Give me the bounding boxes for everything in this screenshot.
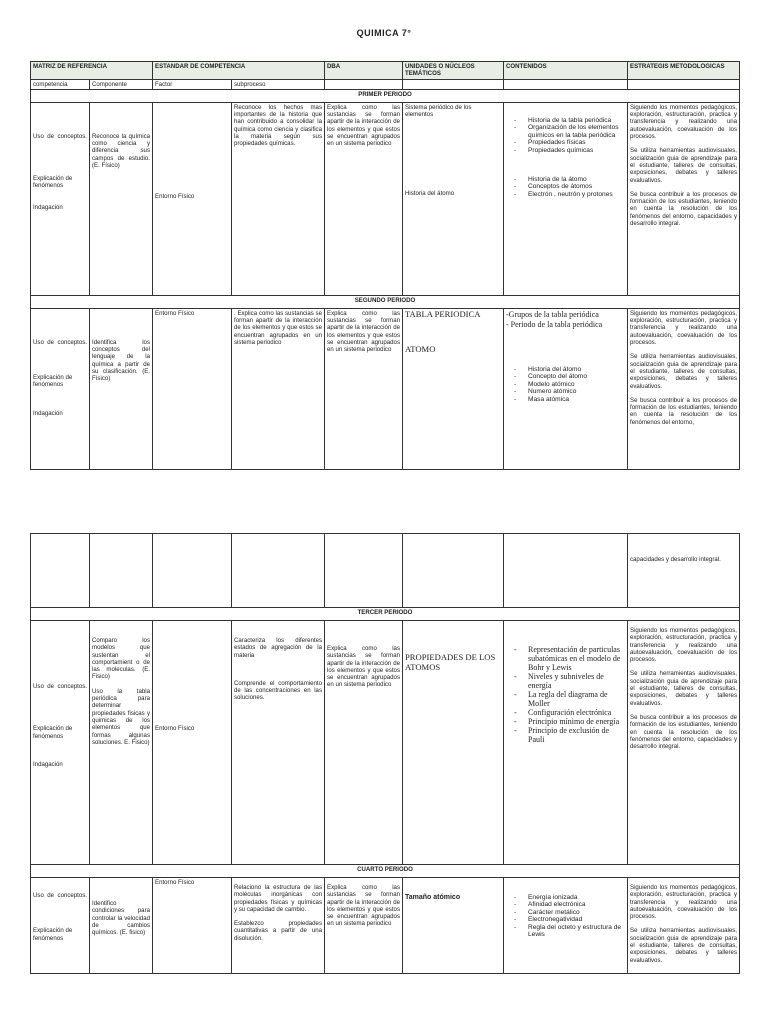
estrategia-text-3: Se busca contribuir a los procesos de formación de los estudiantes, teniendo en cuenta la resolución de los fenómenos del entorno, capacidades y desarrollo integral.: [630, 713, 737, 751]
estrategia-text-2: Se utiliza herramientas audiovisuales, socialización guia de aprendizaje para el estudiante, talleres de consultas, exposiciones, debates y talleres evaluativos.: [630, 353, 737, 390]
table-row: [31, 534, 740, 608]
factor-text: Entorno Físico: [155, 309, 195, 317]
period-label: CUARTO PERIODO: [31, 865, 740, 878]
contenidos-top: [506, 310, 625, 330]
unidad-text: TABLA PERIODICA: [405, 308, 481, 319]
table-row: [31, 878, 740, 974]
table-row: [31, 308, 740, 469]
contenidos-list: [506, 366, 625, 403]
contenido-item: - Principio de exclusión de Pauli: [506, 726, 625, 744]
subproceso-text: Reconoce los hechos mas importantes de la historia que han contribuido a consolidar la química como ciencia y clasifica la materia según sus propiedades químicas.: [234, 103, 322, 148]
contenido-item: - Principio mínimo de energía: [506, 717, 625, 726]
contenido-item: - Propiedades químicas: [506, 147, 625, 154]
competencia-indagacion: Indagación: [33, 203, 63, 211]
header-estrategias: ESTRATEGIS METODOLOGICAS: [628, 62, 740, 80]
contenido-item: - Representación de particulas subatómicas en el modelo de Bohr y Lewis: [506, 645, 625, 672]
contenido-item: - Configuración electrónica: [506, 708, 625, 717]
period-row-3: [31, 608, 740, 621]
competencia-explicacion: Explicación de fenómenos: [33, 927, 73, 942]
contenido-item: - Electronegatividad: [506, 916, 625, 923]
unidad-text: PROPIEDADES DE LOS ATOMOS: [405, 652, 496, 672]
competencia-uso: Uso de conceptos.: [33, 132, 87, 140]
curriculum-table-part-2: [30, 533, 740, 974]
contenido-item: - Niveles y subniveles de energía: [506, 672, 625, 690]
contenido-item: - Conceptos de átomos: [506, 183, 625, 190]
competencia-explicacion: Explicación de fenómenos: [33, 175, 73, 190]
contenido-item: - Historia del átomo: [506, 366, 625, 373]
componente-text: Identifica los conceptos del lenguaje de la química a partir de su clasificación. (E. Físico): [92, 338, 150, 383]
subheader-subproceso: subproceso: [232, 79, 325, 89]
competencia-uso: Uso de conceptos.: [33, 338, 87, 346]
contenido-item: - Organización de los elementos químicos en la tabla periódica: [506, 124, 625, 139]
subproceso-text: Relaciono la estructura de las moléculas inorgánicas con propiedades físicas y químicas y su capacidad de cambio.: [234, 884, 322, 913]
unidad-text: Sistema periódico de los elementos: [405, 103, 472, 119]
contenidos-list-2: [506, 176, 625, 198]
competencia-indagacion: Indagación: [33, 760, 63, 768]
competencia-uso: Uso de conceptos.: [33, 683, 87, 690]
table-row: [31, 621, 740, 865]
estrategia-text-3: Se busca contribuir a los procesos de formación de los estudiantes, teniendo en cuenta la resolución de los fenómenos del entorno, capacidades y desarrollo integral.: [630, 190, 737, 228]
componente-text: Comparo los modelos que sustentan el comportamient o de las moleculas. (E. Fisico): [92, 637, 150, 681]
contenido-item: - Periodo de la tabla periódica: [506, 319, 603, 329]
factor-text: Entorno Físico: [155, 879, 195, 886]
factor-text: Entorno Físico: [155, 725, 195, 732]
estrategia-text-2: Se utiliza herramientas audiovisuales, socialización guia de aprendizaje para el estudiante, talleres de consultas, exposiciones, debates y talleres evaluativos.: [630, 927, 737, 964]
estrategia-text-1: Siguiendo los momentos pedagógicos, exploración, estructuración, practica y transferencia y realizando una autoevaluación, coevaluación de los procesos.: [630, 627, 737, 664]
competencia-indagacion: Indagación: [33, 409, 63, 417]
contenidos-list: [506, 645, 625, 744]
contenido-item: - Afinidad electrónica: [506, 901, 625, 908]
contenido-item: - Energía ionizada: [506, 894, 625, 901]
competencia-explicacion: Explicación de fenómenos: [33, 725, 73, 740]
period-row-2: [31, 295, 740, 308]
estrategia-text-1: Siguiendo los momentos pedagógicos, exploración, estructuración, practica y transferencia y realizando una autoevaluación, coevaluación de los procesos.: [630, 103, 737, 141]
dba-text: Explica como las sustancias se forman apartir de la interacción de los elementos y que estos se encuentran agrupados en un sistema periodico: [327, 884, 400, 928]
componente-text: Reconoce la química como ciencia y diferencia sus campos de estudio. (E. Físico): [92, 132, 150, 170]
estrategia-text-1: Siguiendo los momentos pedagógicos, exploración, estructuración, practica y transferencia y realizando una autoevaluación, coevaluación de los procesos.: [630, 309, 737, 347]
factor-text: Entorno Físico: [155, 192, 195, 200]
unidad-text-2: Historia del átomo: [405, 190, 455, 198]
dba-text: Explica como las sustancias se forman apartir de la interacción de los elementos y que estos se encuentran agrupados en un sistema periodico: [327, 309, 400, 354]
header-contenidos: CONTENIDOS: [504, 62, 628, 80]
period-label: SEGUNDO PERIODO: [31, 295, 740, 308]
period-label: TERCER PERIODO: [31, 608, 740, 621]
subproceso-text-2: Establezco propiedades cuantitativas a partir de una disolución.: [234, 920, 322, 942]
contenido-item: -Grupos de la tabla periódica: [506, 309, 599, 319]
contenido-item: - Masa atómica: [506, 396, 625, 403]
table-row: [31, 102, 740, 295]
period-row-1: [31, 89, 740, 102]
subproceso-text-2: Comprende el comportamiento de las concentraciones en las soluciones.: [234, 679, 322, 702]
contenido-item: - Concepto del átomo: [506, 373, 625, 380]
unidad-text: Tamaño atómico: [405, 894, 461, 901]
estrategia-text-2: Se utiliza herramientas audiovisuales, socialización guia de aprendizaje para el estudiante, talleres de consultas, exposiciones, debates y talleres evaluativos.: [630, 670, 737, 707]
header-estandar: ESTANDAR DE COMPETENCIA: [153, 62, 325, 80]
contenido-item: - Historia de la átomo: [506, 176, 625, 183]
subheader-factor: Factor: [153, 79, 232, 89]
estrategia-text-3: Se busca contribuir a los procesos de formación de los estudiantes, teniendo en cuenta la resolución de los fenómenos del entorno,: [630, 396, 737, 426]
componente-text: Identifico condiciones para controlar la velocidad de cambios químicos. (E. fisico): [92, 900, 150, 937]
table-header-row: [31, 62, 740, 80]
dba-text: Explica como las sustancias se forman apartir de la interacción de los elementos y que estos se encuentran agrupados en un sistema periodico: [327, 103, 400, 148]
componente-text-2: Uso la tabla periódica para determinar propiedades fisicas y quimicas de los elementos que formas algunas soluciones. E. Fisico): [92, 687, 150, 746]
contenido-item: - Carácter metálico: [506, 909, 625, 916]
header-matriz: MATRIZ DE REFERENCIA: [31, 62, 153, 80]
estrategia-text-3-cont: capacidades y desarrollo integral.: [630, 556, 721, 563]
curriculum-table-part-1: [30, 61, 740, 470]
estrategia-text-2: Se utiliza herramientas audiovisuales, socialización guia de aprendizaje para el estudiante, talleres de consultas, exposiciones, debates y talleres evaluativos.: [630, 147, 737, 184]
estrategia-text-1: Siguiendo los momentos pedagógicos, exploración, estructuración, practica y transferencia y realizando una autoevaluación, coevaluación de los procesos.: [630, 884, 737, 921]
subheader-competencia: competencia: [31, 79, 90, 89]
page-title: QUIMICA 7°: [356, 28, 412, 38]
competencia-explicacion: Explicación de fenómenos: [33, 374, 73, 389]
dba-text: Explica como las sustancias se forman apartir de la interacción de los elementos y que estos se encuentran agrupados en un sistema periodico: [327, 645, 400, 689]
subheader-componente: Componente: [90, 79, 153, 89]
contenido-item: - Propiedades físicas: [506, 139, 625, 146]
contenido-item: - Historia de la tabla periódica: [506, 117, 625, 124]
contenido-item: - La regla del diagrama de Moller: [506, 690, 625, 708]
contenido-item: - Modelo atómico: [506, 381, 625, 388]
contenidos-list: [506, 117, 625, 154]
contenido-item: - Regla del octeto y estructura de Lewis: [506, 924, 625, 939]
subproceso-text: . Explica como las sustancias se forman apartir de la interacción de los elementos y que estos se encuentran agrupados en un sistema periodico: [234, 309, 322, 347]
table-subheader-row: [31, 79, 740, 89]
header-dba: DBA: [325, 62, 403, 80]
unidad-text-2: ATOMO: [405, 344, 436, 355]
contenido-item: - Electrón , neutrón y protones: [506, 191, 625, 198]
competencia-uso: Uso de conceptos.: [33, 892, 87, 899]
header-unidades: UNIDADES O NÚCLEOS TEMÁTICOS: [403, 62, 504, 80]
contenidos-list: [506, 894, 625, 938]
period-label: PRIMER PERIODO: [31, 89, 740, 102]
contenido-item: - Numero atómico: [506, 388, 625, 395]
period-row-4: [31, 865, 740, 878]
subproceso-text: Caracteriza los diferentes estados de agregación de la materia: [234, 637, 322, 659]
